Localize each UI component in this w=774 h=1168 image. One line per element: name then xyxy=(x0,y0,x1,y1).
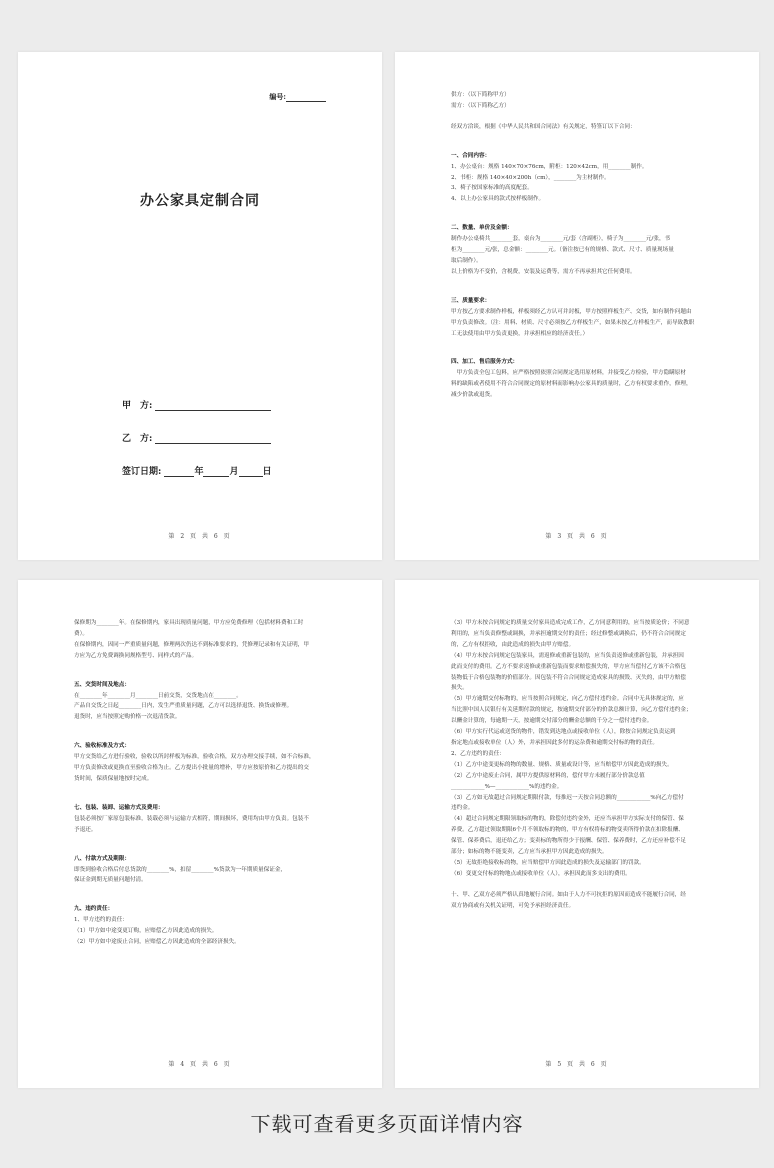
body-line: 1、甲方违约的责任： xyxy=(74,917,128,924)
sign-date-field xyxy=(122,464,272,477)
body-line: 以上价格为不变价，含税费，安装及运费等，需方不再承担其它任何费用。 xyxy=(451,268,636,275)
year-label: 年 xyxy=(194,467,204,477)
body-line: 3、椅子按国家标准的高度配套。 xyxy=(451,185,533,192)
body-line: 指定地点或接收单位（人）外，并承担因此多付的运杂费和逾期交付标的物的责任。 xyxy=(451,739,658,746)
body-line: 4、以上办公家具的款式按样板制作。 xyxy=(451,196,545,203)
section-heading: 二、数量、单价及金额： xyxy=(451,225,513,232)
section-heading: 一、合同内容： xyxy=(451,152,491,159)
contract-number-label: 编号: xyxy=(269,92,286,101)
section-heading: 七、包装、装卸、运输方式及费用： xyxy=(74,804,164,811)
body-line: （1）甲方如中途变更订购，应赔偿乙方因此造成的损失。 xyxy=(74,928,218,935)
party-a-field xyxy=(122,398,271,411)
year-blank xyxy=(164,467,194,477)
body-line: ____________%—____________%的违约金。 xyxy=(451,783,563,790)
paragraph-gap xyxy=(74,886,326,896)
page-footer: 第 2 页 共 6 页 xyxy=(168,533,232,540)
section-heading: 九、违约责任： xyxy=(74,906,114,913)
body-line: 甲方负责修改或更换直至验收合格为止。乙方提出小批量的增补，甲方应按原价和乙方提出的交 xyxy=(74,765,309,772)
paragraph-gap xyxy=(74,662,326,672)
body-line: 工无法使用由甲方负责更换，并承担相应的经济责任。） xyxy=(451,330,589,337)
body-line: （4）超过合同规定期限领取标的物的，除偿付违约金外，还应当承担甲方实际支付的保管、保 xyxy=(451,816,684,823)
party-b-field xyxy=(122,431,271,444)
body-line: 2、乙方违约的责任： xyxy=(451,750,505,757)
page-title: 办公家具定制合同 xyxy=(140,193,260,209)
paragraph-gap xyxy=(451,133,703,143)
day-blank xyxy=(239,467,263,477)
body-line: 利用的，应当负责修整或调换，并承担逾期交付的责任；经过修整或调换后，仍不符合合同规定 xyxy=(451,630,686,637)
section-heading: 五、交货时间及地点： xyxy=(74,681,130,688)
body-line: 取后制作）。 xyxy=(451,257,482,264)
paragraph-gap xyxy=(451,112,703,122)
body-line: 退货时，应当按照定购价格一次退清货款。 xyxy=(74,714,181,721)
party-b-label: 乙 方: xyxy=(122,434,153,444)
body-line: （5）甲方逾期交付标物的，应当按照合同规定，向乙方偿付违约金。合同中无具体规定的，应 xyxy=(451,696,684,703)
paragraph-gap xyxy=(74,785,326,795)
body-line: 产品自交货之日起________日内，发生严重质量问题，乙方可以选择退货、换货或修理。 xyxy=(74,703,293,710)
body-line: 方应为乙方免费调换同规格型号、同样式的产品。 xyxy=(74,652,198,659)
contract-page-4 xyxy=(18,580,382,1088)
body-line: （3）乙方如无故超过合同规定期限付款，每推迟一天按合同总额的____________%向乙方偿付 xyxy=(451,794,684,801)
paragraph-gap xyxy=(451,278,703,288)
section-heading: 四、加工、售后服务方式： xyxy=(451,359,519,366)
paragraph-gap xyxy=(451,339,703,349)
body-line: （2）乙方中途废止合同，属甲方提供原材料的，偿付甲方未履行部分价款总值 xyxy=(451,772,645,779)
body-line: 甲方按乙方要求制作样板，样板须经乙方认可并封板，甲方按照样板生产、交货，如有制作问题由 xyxy=(451,308,692,315)
body-line: 养费。乙方超过领取期限6个月不领取标的物的，甲方有权将标的物变卖所得价款在扣除报酬、 xyxy=(451,827,684,834)
body-line: （5）无故拒绝接收标的物，应当赔偿甲方因此造成的损失及运输部门的罚款。 xyxy=(451,859,645,866)
body-line: 1、办公桌台：规格 140×70×76cm，附柜：120×42cm，用________制作。 xyxy=(451,163,648,170)
contract-page-5 xyxy=(395,580,759,1088)
page-body xyxy=(74,618,326,948)
page-footer: 第 5 页 共 6 页 xyxy=(545,1061,609,1068)
paragraph-gap xyxy=(451,205,703,215)
body-line: 甲方负责修改。（注：用料、材质、尺寸必须按乙方样板生产，如果未按乙方样板生产，而导致教职 xyxy=(451,319,695,326)
body-line: 予退还。 xyxy=(74,826,97,833)
body-line: 在保修期内，因同一严重质量问题，修理两次仍达不到标准要求的，凭修理记录和有关证明，甲 xyxy=(74,641,309,648)
page-footer: 第 4 页 共 6 页 xyxy=(168,1061,232,1068)
body-line: 当比照中国人民银行有关延期付款的规定，按逾期交付部分的价款总额计算，向乙方偿付违约金； xyxy=(451,707,692,714)
section-heading: 八、付款方式及期限： xyxy=(74,855,130,862)
body-line: （1）乙方中途变更标的物的数量、规格、质量或设计等，应当赔偿甲方因此造成的损失。 xyxy=(451,761,673,768)
section-heading: 六、验收标准及方式： xyxy=(74,743,130,750)
body-line: 甲方负责全包工包料，应严格按照依照合同规定选用原材料，并接受乙方检验，甲方隐瞒原材 xyxy=(451,370,686,377)
body-line: 损失。 xyxy=(451,685,468,692)
party-b-blank xyxy=(155,434,271,444)
body-line: 料的缺陷或者使用不符合合同规定的原材料而影响办公家具的质量时，乙方有权要求重作，修理， xyxy=(451,381,692,388)
body-line: 保证金到期无质量问题付清。 xyxy=(74,877,147,884)
body-line: 需方：（以下简称乙方） xyxy=(451,102,510,109)
day-label: 日 xyxy=(262,467,272,477)
party-a-label: 甲 方: xyxy=(122,401,153,411)
body-line: 保修期为________年。在保修期内，家具出现质量问题，甲方应免费修理（包括材料费和工时 xyxy=(74,620,304,626)
body-line: （6）甲方实行代运或送货的物件，错发到达地点或接收单位（人），除按合同规定负责运到 xyxy=(451,729,676,736)
body-line: 包装必须按厂家原包装标准，装载必须与运输方式相符，期间损坏，费用均由甲方负责。包装不 xyxy=(74,815,309,822)
page-body xyxy=(451,90,703,401)
body-line: 柜为________元/张，总金额：________元。（备注按已有的规格、款式、尺寸、质量现场量 xyxy=(451,247,674,254)
paragraph-gap xyxy=(74,836,326,846)
paragraph-gap xyxy=(451,880,703,890)
body-line: 即货到验收合格后付总货款的________%，扣留________%货款为一年期质量保证金， xyxy=(74,866,287,873)
section-heading: 三、质量要求： xyxy=(451,297,491,304)
contract-page-3 xyxy=(395,52,759,560)
body-line: 保管、保养费后，退还给乙方；变卖标的物所得少于报酬、保管、保养费时，乙方还应补偿不足 xyxy=(451,838,686,845)
download-more-caption: 下载可查看更多页面详情内容 xyxy=(250,1112,524,1136)
body-line: 部分；如标的物不能变卖，乙方应当承担甲方因此造成的损失。 xyxy=(451,849,608,856)
body-line: 减少价款或退货。 xyxy=(451,392,496,399)
month-label: 月 xyxy=(229,467,239,477)
body-line: 制作办公桌椅共________套，桌台为________元/套（含副柜），椅子为________元/张，书 xyxy=(451,236,671,243)
body-line: （3）甲方未按合同规定的质量交付家具造成完成工作，乙方同意利用的，应当按质论价；不同意 xyxy=(451,620,690,626)
body-line: 的，乙方有权拒收，由此造成的损失由甲方赔偿。 xyxy=(451,641,575,648)
body-line: 十、甲、乙双方必须严格认真地履行合同。如由于人力不可抗拒的原因而造成不能履行合同，经 xyxy=(451,891,686,898)
party-a-blank xyxy=(155,401,271,411)
body-line: （6）变更交付标的物地点或接收单位（人），承担因此而多支出的费用。 xyxy=(451,870,631,877)
body-line: 费）。 xyxy=(74,630,88,637)
body-line: 以酬金计算的，每逾期一天，按逾期交付部分的酬金总额的千分之一偿付违约金。 xyxy=(451,718,653,725)
contract-number-blank xyxy=(286,94,326,102)
body-line: 双方协商或有关机关证明，可免予承担经济责任。 xyxy=(451,902,575,909)
contract-number-field xyxy=(269,92,326,102)
body-line: 在________年________月________日前交货，交货地点在________。 xyxy=(74,692,242,699)
body-line: 此而支付的费用。乙方不要求返修或重新包装而要求赔偿损失的，甲方应当偿付乙方该不合格包 xyxy=(451,663,686,670)
body-line: 违约金。 xyxy=(451,805,474,812)
body-line: 货时间，保质保量地按时完成。 xyxy=(74,775,153,782)
sign-date-label: 签订日期: xyxy=(122,467,162,477)
body-line: 甲方交货给乙方进行验收，验收以所封样板为标准，验收合格，双方办理交接手续，如不合标准， xyxy=(74,754,315,761)
body-line: （2）甲方如中途废止合同，应赔偿乙方因此造成的全部经济损失。 xyxy=(74,939,240,946)
paragraph-gap xyxy=(74,723,326,733)
contract-cover-page xyxy=(18,52,382,560)
body-line: 装物低于合格包装物的价值部分。因包装不符合合同规定造成家具的损毁、灭失的，由甲方赔偿 xyxy=(451,674,686,681)
page-footer: 第 3 页 共 6 页 xyxy=(545,533,609,540)
body-line: 供方：（以下简称甲方） xyxy=(451,92,510,98)
page-body xyxy=(451,618,703,912)
body-line: （4）甲方未按合同规定包装家具，需返修或重新包装的，应当负责返修或重新包装，并承担因 xyxy=(451,652,684,659)
body-line: 2、书柜：规格 140×40×200h（cm），________为主材制作。 xyxy=(451,174,610,181)
body-line: 经双方洽谈，根据《中华人民共和国合同法》有关规定，特签订以下合同： xyxy=(451,123,636,130)
month-blank xyxy=(203,467,229,477)
